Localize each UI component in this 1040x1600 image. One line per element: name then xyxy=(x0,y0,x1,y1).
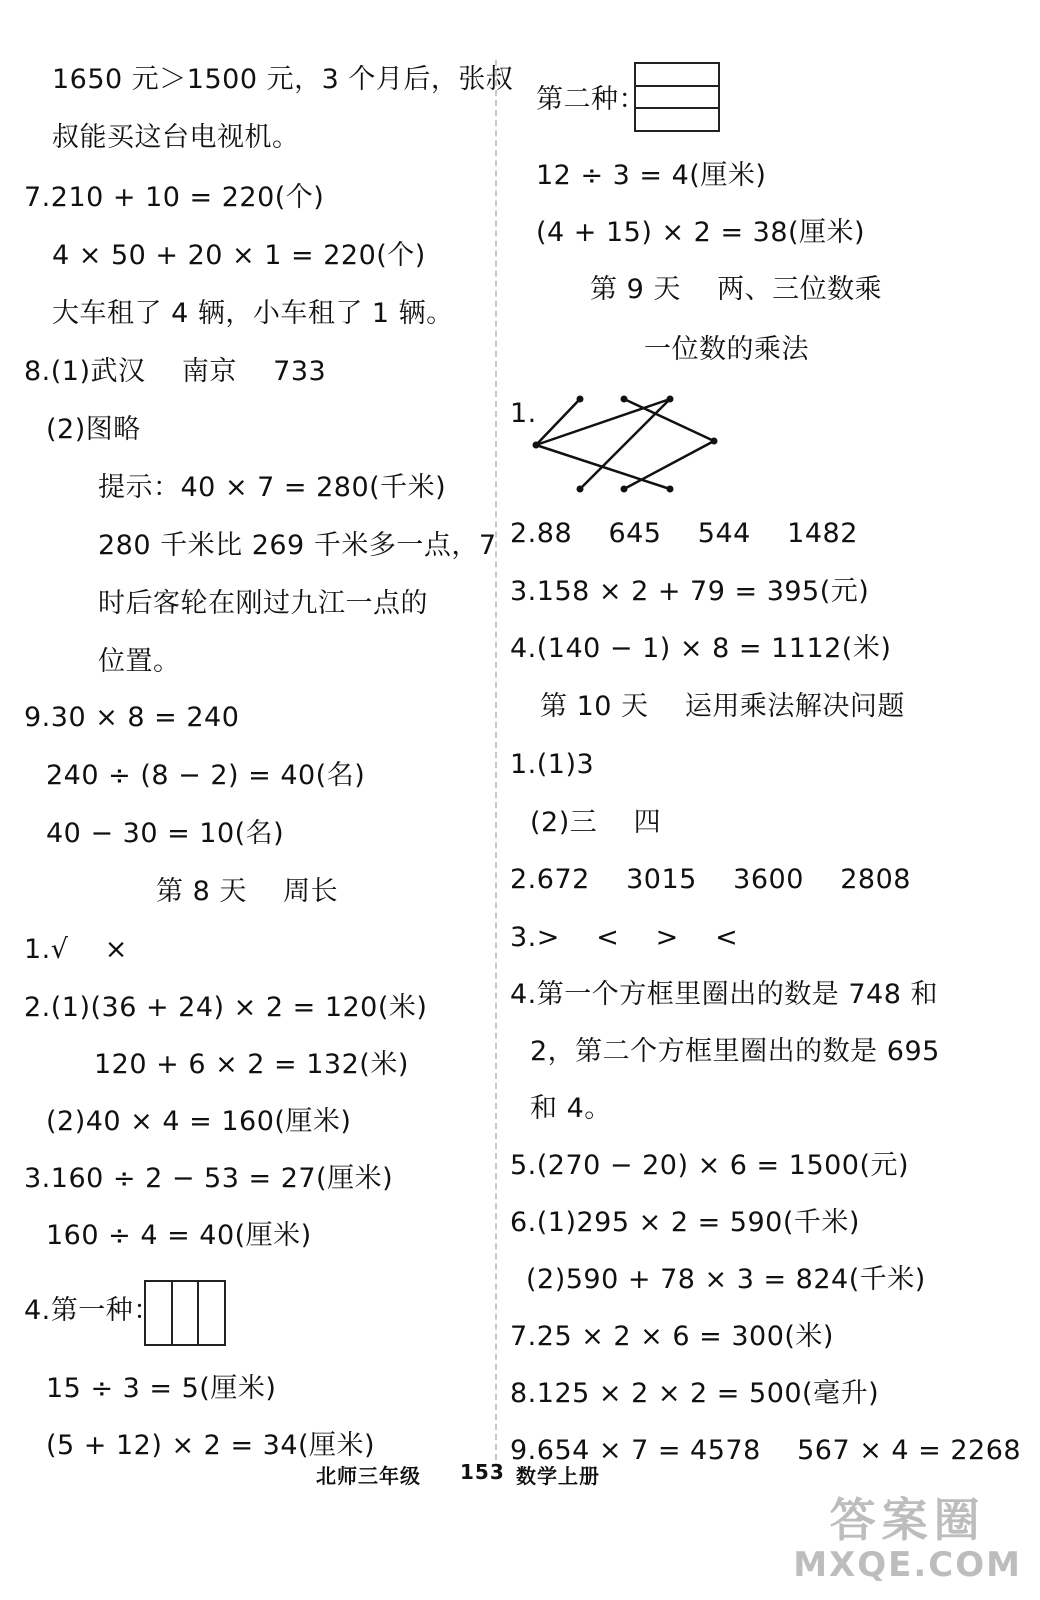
answer-line: (5 + 12) × 2 = 34(厘米) xyxy=(46,1430,376,1461)
answer-line: 7.210 + 10 = 220(个) xyxy=(24,182,325,213)
match-dot xyxy=(621,396,628,403)
section-heading: 第 8 天 周长 xyxy=(156,876,339,907)
strip-divider xyxy=(171,1282,173,1344)
answer-line: 9.30 × 8 = 240 xyxy=(24,702,240,733)
answer-line: (2)三 四 xyxy=(530,807,662,838)
answer-line: 叔能买这台电视机。 xyxy=(52,122,300,153)
answer-line: 120 + 6 × 2 = 132(米) xyxy=(94,1049,409,1080)
answer-line: 15 ÷ 3 = 5(厘米) xyxy=(46,1373,277,1404)
match-dot xyxy=(577,486,584,493)
answer-line: 大车租了 4 辆，小车租了 1 辆。 xyxy=(52,298,454,329)
answer-line: 240 ÷ (8 − 2) = 40(名) xyxy=(46,760,366,791)
answer-line: 8.(1)武汉 南京 733 xyxy=(24,356,327,387)
match-dot xyxy=(533,442,540,449)
answer-line: 3.> < > < xyxy=(510,922,739,953)
answer-line: (4 + 15) × 2 = 38(厘米) xyxy=(536,217,866,248)
answer-line: 9.654 × 7 = 4578 567 × 4 = 2268 xyxy=(510,1435,1022,1466)
footer-grade: 北师三年级 xyxy=(316,1464,421,1488)
answer-line: 4.(140 − 1) × 8 = 1112(米) xyxy=(510,633,892,664)
answer-line: (2)40 × 4 = 160(厘米) xyxy=(46,1106,352,1137)
answer-line: 2.(1)(36 + 24) × 2 = 120(米) xyxy=(24,992,428,1023)
answer-line: 280 千米比 269 千米多一点，7 xyxy=(98,530,497,561)
answer-line: 位置。 xyxy=(98,646,181,677)
answer-line: 4.第一个方框里圈出的数是 748 和 xyxy=(510,979,938,1010)
answer-line: 2.672 3015 3600 2808 xyxy=(510,864,911,895)
footer-book: 数学上册 xyxy=(516,1464,600,1488)
strip-divider xyxy=(636,85,718,87)
section-heading: 一位数的乘法 xyxy=(644,334,809,365)
answer-line: 3.160 ÷ 2 − 53 = 27(厘米) xyxy=(24,1163,394,1194)
match-dot xyxy=(711,438,718,445)
answer-line: 时后客轮在刚过九江一点的 xyxy=(98,588,428,619)
match-dot xyxy=(577,396,584,403)
answer-line: 2.88 645 544 1482 xyxy=(510,518,858,549)
answer-line: 提示：40 × 7 = 280(千米) xyxy=(98,472,447,503)
page-number: 153 xyxy=(460,1460,505,1484)
strip-divider xyxy=(636,107,718,109)
match-dot xyxy=(667,396,674,403)
second-way-rectangle xyxy=(634,62,720,132)
answer-line: 1650 元＞1500 元，3 个月后，张叔 xyxy=(52,64,514,95)
section-heading: 第 10 天 运用乘法解决问题 xyxy=(540,691,905,722)
column-divider xyxy=(495,60,497,1460)
answer-line: 2，第二个方框里圈出的数是 695 xyxy=(530,1036,940,1067)
strip-divider xyxy=(197,1282,199,1344)
section-heading: 第 9 天 两、三位数乘 xyxy=(590,274,883,305)
answer-line: 1. xyxy=(510,398,537,429)
match-line xyxy=(624,441,714,489)
answer-line: (2)图略 xyxy=(46,414,141,445)
answer-line: (2)590 + 78 × 3 = 824(千米) xyxy=(526,1264,926,1295)
match-line xyxy=(624,399,714,441)
answer-line: 4 × 50 + 20 × 1 = 220(个) xyxy=(52,240,426,271)
answer-line: 7.25 × 2 × 6 = 300(米) xyxy=(510,1321,834,1352)
answer-line: 6.(1)295 × 2 = 590(千米) xyxy=(510,1207,860,1238)
answer-line: 第二种： xyxy=(536,84,646,115)
answer-line: 12 ÷ 3 = 4(厘米) xyxy=(536,160,767,191)
answer-line: 1.√ × xyxy=(24,934,128,965)
match-dot xyxy=(621,486,628,493)
matching-diagram xyxy=(520,385,730,505)
watermark-logo: 答案圈 MXQE.COM xyxy=(793,1493,1022,1585)
answer-line: 1.(1)3 xyxy=(510,749,595,780)
answer-line: 160 ÷ 4 = 40(厘米) xyxy=(46,1220,312,1251)
match-line xyxy=(536,399,670,445)
answer-line: 8.125 × 2 × 2 = 500(毫升) xyxy=(510,1378,880,1409)
match-dot xyxy=(667,486,674,493)
first-way-rectangle xyxy=(144,1280,226,1346)
answer-line: 和 4。 xyxy=(530,1093,612,1124)
answer-line: 3.158 × 2 + 79 = 395(元) xyxy=(510,576,870,607)
answer-line: 5.(270 − 20) × 6 = 1500(元) xyxy=(510,1150,910,1181)
answer-line: 4.第一种： xyxy=(24,1295,161,1326)
answer-line: 40 − 30 = 10(名) xyxy=(46,818,285,849)
